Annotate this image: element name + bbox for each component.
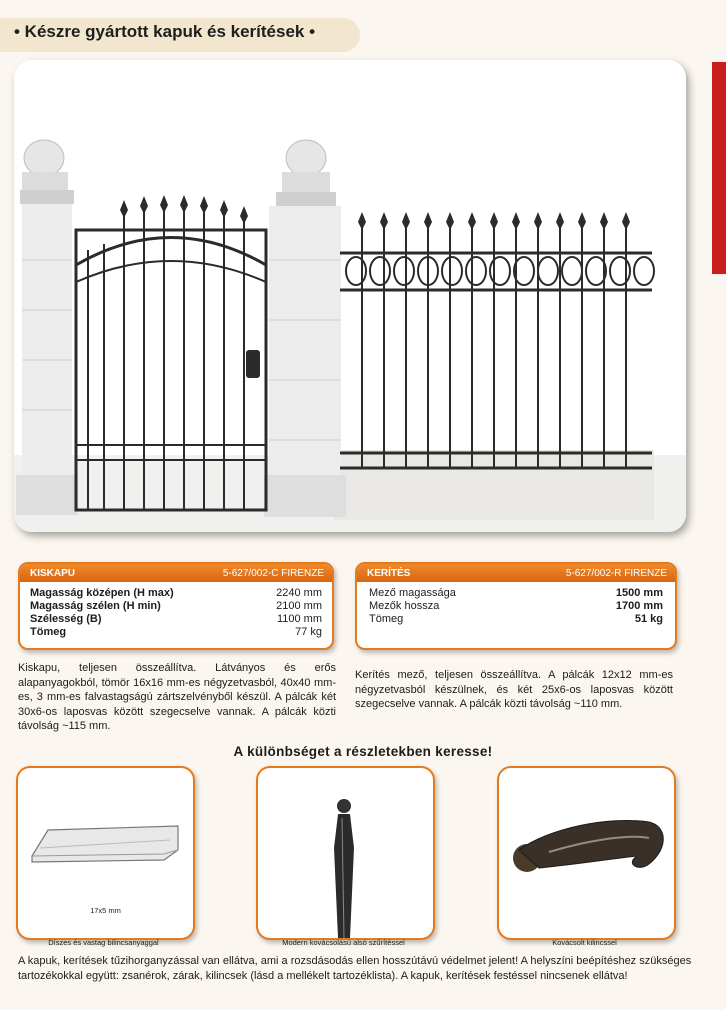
kerites-row-1-key: Mező magassága — [369, 587, 456, 599]
footer-note: A kapuk, kerítések tűzihorganyzással van ellátva, ami a rozsdásodás ellen hosszútávú védelmet jelent! A helyszíni beépítéshez szükséges tartozékokkal együtt: zsanérok, zárak, kilincsek (lásd a mellékelt tartozéklista). A kapuk, kerítések festéssel nincsenek ellátva! — [18, 955, 692, 982]
clamp-note: 17x5 mm — [90, 906, 121, 915]
product-photo — [14, 60, 686, 532]
kerites-row-2-key: Mezők hossza — [369, 600, 440, 612]
kiskapu-row-4-value: 77 kg — [295, 626, 322, 638]
bar-tip-illustration — [258, 768, 433, 938]
kiskapu-row-1-value: 2240 mm — [276, 587, 322, 599]
kiskapu-row-3-value: 1100 mm — [276, 613, 322, 625]
bar-tip-caption: Modern kovácsolású alsó szűrítéssel — [282, 938, 405, 947]
kiskapu-row-3-key: Szélesség (B) — [30, 613, 102, 625]
detail-card-clamp — [16, 766, 195, 940]
handle-caption: Kovácsolt kilincssel — [552, 938, 617, 947]
detail-card-handle — [497, 766, 676, 940]
kerites-description: Kerítés mező, teljesen összeállítva. A pálcák 12x12 mm-es négyzetvasból készülnek, és két 25x6-os laposvas között szegecselve vannak. A pálcák közti távolság ~110 mm. — [355, 669, 673, 710]
kiskapu-label: KISKAPU — [30, 567, 76, 579]
tagline: A különbséget a részletekben keresse! — [233, 744, 493, 759]
kerites-code: 5-627/002-R FIRENZE — [565, 567, 667, 579]
page-tab — [712, 62, 726, 274]
detail-card-bar-tip — [256, 766, 435, 940]
gate-fence-illustration — [14, 60, 686, 532]
kerites-label: KERÍTÉS — [367, 567, 411, 579]
kiskapu-spec-box — [18, 562, 334, 650]
kiskapu-row-4-key: Tömeg — [30, 626, 67, 638]
kerites-spec-header — [357, 564, 675, 582]
kiskapu-row-2-value: 2100 mm — [276, 600, 322, 612]
kiskapu-row-2-key: Magasság szélen (H min) — [30, 600, 161, 612]
kiskapu-spec-header — [20, 564, 332, 582]
kerites-row-3-value: 51 kg — [634, 613, 663, 625]
kerites-spec-box — [355, 562, 677, 650]
kiskapu-description: Kiskapu, teljesen összeállítva. Látványos és erős alapanyagokból, tömör 16x16 mm-es négyzetvasból, 40x40 mm-es, 3 mm-es falvastagságú zártszelvényből készül. A pálcák két 30x6-os laposvas között szegecselve vannak. A pálcák közti távolság ~115 mm. — [18, 662, 336, 732]
kerites-row-2-value: 1700 mm — [615, 600, 663, 612]
handle-illustration — [499, 768, 674, 938]
page-title: • Készre gyártott kapuk és kerítések • — [14, 22, 316, 41]
kerites-row-1-value: 1500 mm — [615, 587, 663, 599]
right-pillar — [264, 140, 346, 517]
kiskapu-code: 5-627/002-C FIRENZE — [222, 567, 324, 579]
clamp-caption: Díszes és vastag bilincsanyaggal — [48, 938, 159, 947]
kiskapu-row-1-key: Magasság középen (H max) — [30, 587, 174, 599]
kerites-row-3-key: Tömeg — [369, 613, 404, 625]
left-pillar — [16, 140, 78, 515]
